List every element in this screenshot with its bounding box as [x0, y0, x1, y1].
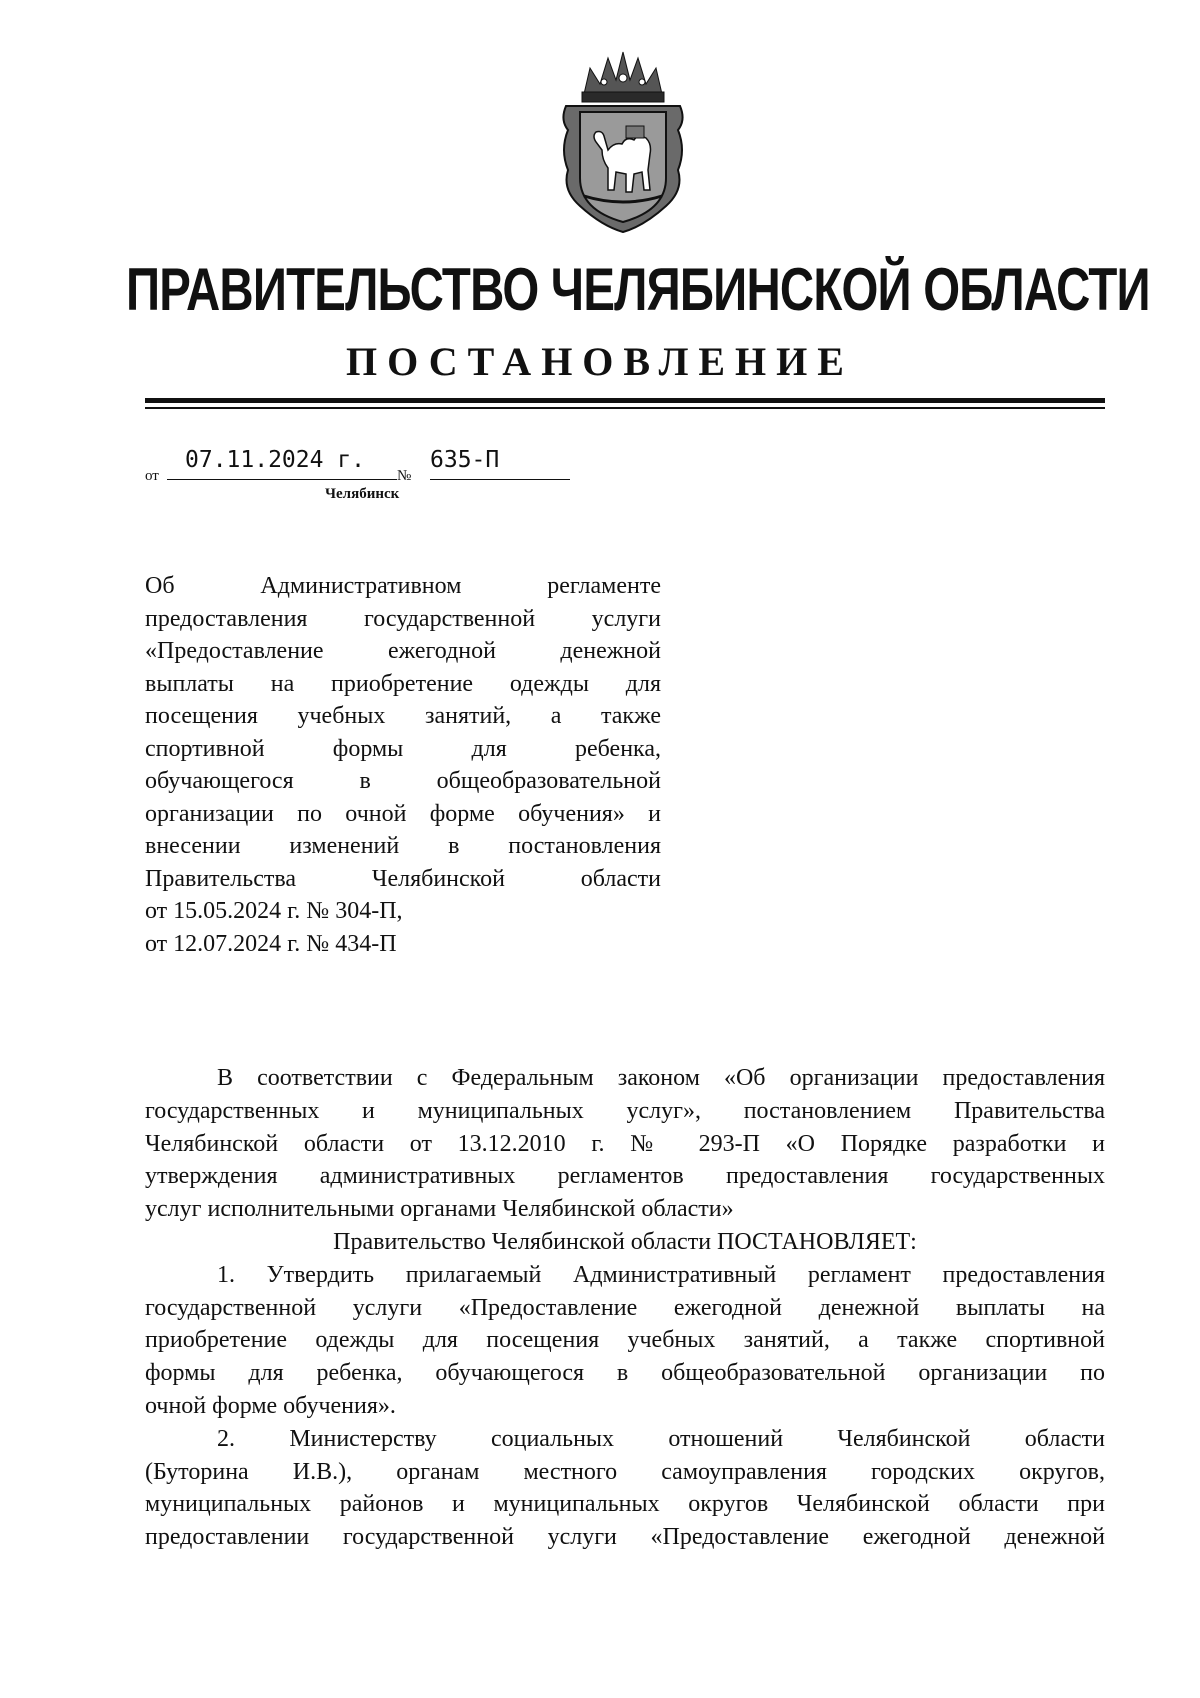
header-rule-thick: [145, 398, 1105, 403]
government-title: ПРАВИТЕЛЬСТВО ЧЕЛЯБИНСКОЙ ОБЛАСТИ: [126, 256, 1150, 323]
coat-of-arms-emblem: [556, 50, 690, 234]
item2-line: (Буторина И.В.), органам местного самоуправления городских округов,: [145, 1458, 1105, 1485]
preamble-line: услуг исполнительными органами Челябинской области»: [145, 1196, 734, 1223]
subject-line: от 15.05.2024 г. № 304-П,: [145, 898, 403, 924]
subject-line: «Предоставление ежегодной денежной: [145, 638, 661, 664]
date-prefix: от: [145, 468, 159, 484]
preamble-line: государственных и муниципальных услуг», постановлением Правительства: [145, 1097, 1105, 1124]
subject-line: спортивной формы для ребенка,: [145, 735, 661, 762]
item2-line: предоставлении государственной услуги «Предоставление ежегодной денежной: [145, 1524, 1105, 1551]
item2-line: муниципальных районов и муниципальных округов Челябинской области при: [145, 1491, 1105, 1518]
date-underline: [167, 479, 397, 480]
document-number: 635-П: [430, 447, 500, 473]
document-meta-row: [145, 446, 645, 486]
item1-line: очной форме обучения».: [145, 1392, 396, 1419]
item1-line: 1. Утвердить прилагаемый Административный регламент предоставления: [217, 1261, 1105, 1288]
document-date: 07.11.2024 г.: [185, 447, 366, 473]
subject-line: внесении изменений в постановления: [145, 833, 661, 859]
city-name: Челябинск: [325, 486, 400, 502]
subject-line: Правительства Челябинской области: [145, 865, 661, 892]
subject-line: Об Административном регламенте: [145, 573, 661, 599]
header-rule-thin: [145, 407, 1105, 409]
document-subject: [145, 570, 661, 960]
item2-line: 2. Министерству социальных отношений Челябинской области: [217, 1425, 1105, 1452]
subject-line: посещения учебных занятий, а также: [145, 703, 661, 729]
item1-line: формы для ребенка, обучающегося в общеобразовательной организации по: [145, 1360, 1105, 1387]
preamble-line: В соответствии с Федеральным законом «Об организации предоставления: [217, 1065, 1105, 1091]
document-body: [145, 1062, 1105, 1554]
subject-line: обучающегося в общеобразовательной: [145, 768, 661, 794]
subject-line: от 12.07.2024 г. № 434-П: [145, 930, 397, 957]
document-type-heading: ПОСТАНОВЛЕНИЕ: [346, 339, 854, 384]
preamble-line: утверждения административных регламентов предоставления государственных: [145, 1163, 1105, 1190]
subject-line: предоставления государственной услуги: [145, 605, 661, 632]
number-underline: [430, 479, 570, 480]
item1-line: приобретение одежды для посещения учебных занятий, а также спортивной: [145, 1327, 1105, 1354]
number-prefix: №: [397, 468, 412, 484]
subject-line: организации по очной форме обучения» и: [145, 800, 661, 827]
item1-line: государственной услуги «Предоставление ежегодной денежной выплаты на: [145, 1294, 1105, 1321]
resolve-line: Правительство Челябинской области ПОСТАНОВЛЯЕТ:: [333, 1228, 917, 1255]
preamble-line: Челябинской области от 13.12.2010 г. № 293-П «О Порядке разработки и: [145, 1130, 1105, 1157]
subject-line: выплаты на приобретение одежды для: [145, 670, 661, 697]
